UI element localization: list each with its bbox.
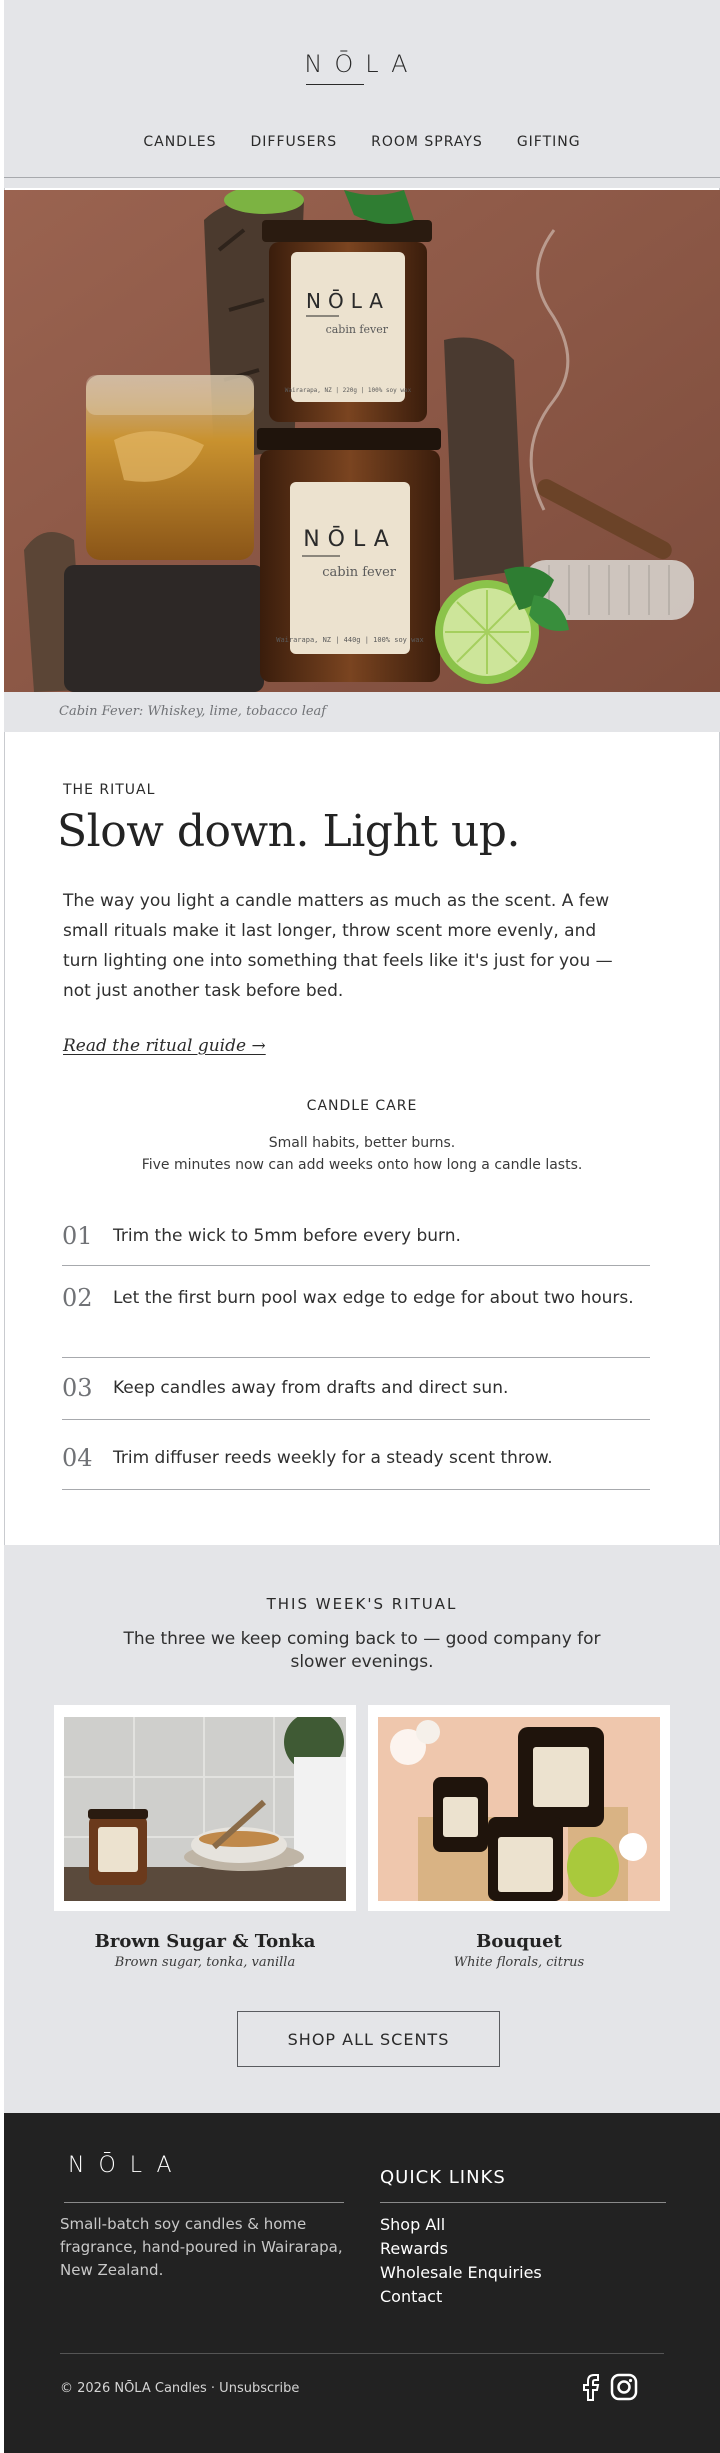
ritual-guide-link[interactable]: Read the ritual guide → [63,1036,266,1056]
quick-links-list [380,2213,542,2309]
logo-underline [306,84,364,85]
jar-bottom-scent: cabin fever [322,565,396,580]
footer-link-wholesale[interactable]: Wholesale Enquiries [380,2263,542,2282]
nav-item-room-sprays[interactable]: ROOM SPRAYS [371,134,483,150]
care-tip-text: Trim the wick to 5mm before every burn. [113,1226,461,1246]
product-card[interactable] [54,1705,356,1911]
footer-link-shop-all[interactable]: Shop All [380,2215,446,2234]
footer-link-contact[interactable]: Contact [380,2287,443,2306]
footer-about: Small-batch soy candles & home fragrance, hand-poured in Wairarapa, New Zealand. [60,2215,343,2279]
care-tip-number: 03 [62,1374,93,1402]
care-tip-number: 04 [62,1444,93,1472]
care-tip [62,1420,650,1490]
jar-top-logo: NŌLA [306,289,390,313]
footer-copyright[interactable]: © 2026 NŌLA Candles · Unsubscribe [60,2381,300,2396]
care-tip-text: Keep candles away from drafts and direct sun. [113,1378,509,1398]
weekly-subtitle: The three we keep coming back to — good company for slower evenings. [123,1629,601,1672]
care-tip-number: 01 [62,1222,93,1250]
weekly-eyebrow: THIS WEEK'S RITUAL [266,1595,458,1613]
product-card[interactable] [368,1705,670,1911]
shop-all-scents-button[interactable]: SHOP ALL SCENTS [237,2011,500,2067]
email-footer [4,2113,720,2453]
product-name[interactable]: Bouquet [476,1931,562,1952]
weekly-section [4,1545,720,2113]
jar-bottom-logo: NŌLA [303,527,397,552]
care-tip-text: Let the first burn pool wax edge to edge for about two hours. [113,1288,634,1308]
quick-links-title: QUICK LINKS [380,2167,506,2188]
footer-logo-underline [64,2202,344,2203]
nav-item-gifting[interactable]: GIFTING [516,134,581,150]
product-name[interactable]: Brown Sugar & Tonka [94,1931,316,1952]
ritual-body: The way you light a candle matters as much as the scent. A few small rituals make it last longer, throw scent more evenly, and turn lighting one into something that feels like it's just for you — not just another task before bed. [63,891,613,1001]
product-notes: White florals, citrus [453,1955,585,1970]
nav-item-diffusers[interactable]: DIFFUSERS [250,134,338,150]
candle-care-title: CANDLE CARE [306,1098,418,1114]
hero-caption-bar [4,692,720,732]
main-nav [4,134,720,150]
care-tips-list [62,1212,650,1490]
instagram-icon[interactable] [610,2373,638,2401]
candle-care-sub-line-1: Small habits, better burns. [268,1135,456,1151]
facebook-icon[interactable] [580,2373,602,2401]
product-photo-bouquet [378,1717,660,1901]
jar-bottom-small: Wairarapa, NZ | 440g | 100% soy wax [276,636,424,644]
ritual-headline: Slow down. Light up. [57,806,520,857]
care-tip-number: 02 [62,1284,93,1312]
care-tip [62,1212,650,1266]
hero-illustration [4,190,720,692]
jar-top-small: Wairarapa, NZ | 220g | 100% soy wax [284,387,412,394]
nav-item-candles[interactable]: CANDLES [143,134,217,150]
care-tip [62,1358,650,1420]
email-header [4,0,720,188]
ritual-eyebrow: THE RITUAL [63,782,156,798]
quick-links-underline [380,2202,666,2203]
candle-care-subtitle [4,1132,720,1176]
social-links [580,2373,638,2401]
care-tip-text: Trim diffuser reeds weekly for a steady scent throw. [113,1448,553,1468]
header-divider [4,177,720,178]
hero-caption: Cabin Fever: Whiskey, lime, tobacco leaf [59,704,327,719]
hero-image[interactable] [4,190,720,692]
product-photo-brown-sugar [64,1717,346,1901]
candle-care-sub-line-2: Five minutes now can add weeks onto how long a candle lasts. [141,1157,583,1173]
footer-link-rewards[interactable]: Rewards [380,2239,448,2258]
product-notes: Brown sugar, tonka, vanilla [114,1955,296,1970]
jar-top-scent: cabin fever [325,323,388,336]
footer-logo[interactable]: NŌLA [68,2153,186,2178]
footer-divider [60,2353,664,2354]
product-image[interactable] [378,1717,660,1901]
product-image[interactable] [64,1717,346,1901]
care-tip [62,1266,650,1358]
brand-logo[interactable]: NŌLA [304,50,420,78]
